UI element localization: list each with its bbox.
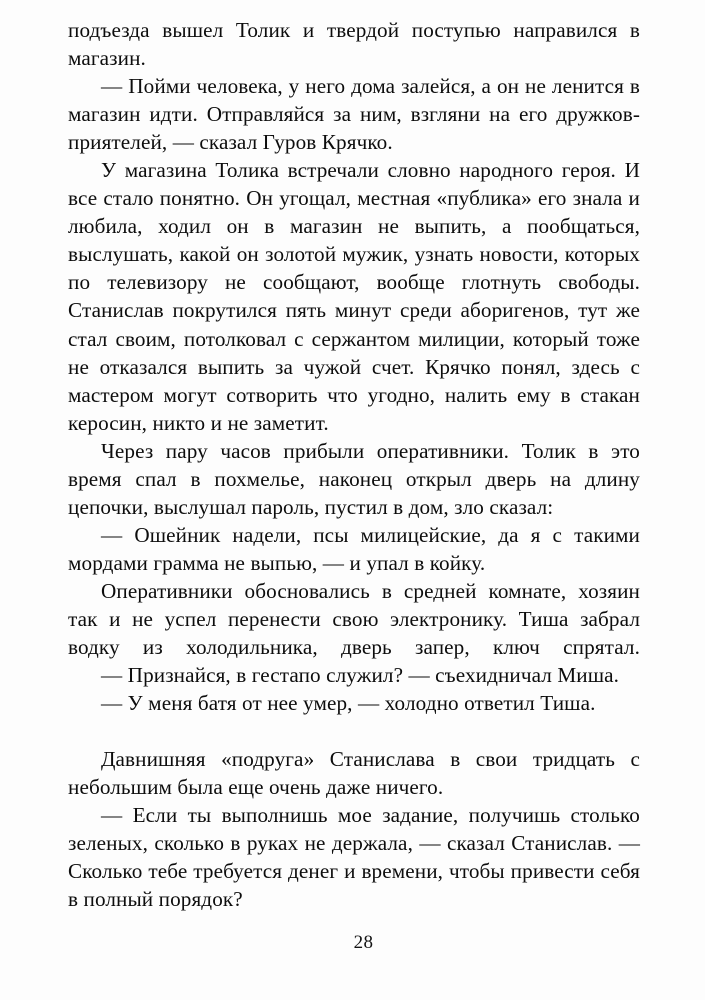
page-number: 28 — [353, 932, 374, 953]
paragraph-dialogue: — Ошейник надели, псы милицейские, да я с такими мордами грамма не выпью, — и упал в койку. — [68, 522, 640, 575]
page-text-column — [68, 16, 640, 913]
paragraph-body: Оперативники обосновались в средней комнате, хозяин так и не успел перенести свою электронику. Тиша забрал водку из холодильника, дверь запер, ключ спрятал. — [68, 578, 640, 660]
paragraph-body: У магазина Толика встречали словно народного героя. И все стало понятно. Он угощал, местная «публика» его знала и любила, ходил он в магазин не выпить, а пообщаться, выслушать, какой он золотой мужик, узнать новости, которых по телевизору не сообщают, вообще глотнуть свободы. Станислав покрутился пять минут среди аборигенов, тут же стал своим, потолковал с сержантом милиции, который тоже не отказался выпить за чужой счет. Крячко понял, здесь с мастером могут сотворить что угодно, налить ему в стакан керосин, никто и не заметит. — [68, 158, 640, 435]
paragraph-dialogue: — У меня батя от нее умер, — холодно ответил Тиша. — [101, 691, 596, 716]
paragraph-dialogue: — Если ты выполнишь мое задание, получишь столько зеленых, сколько в руках не держала, — сказал Станислав. — Сколько тебе требуется денег и времени, чтобы привести себя в полный порядок? — [68, 803, 640, 912]
paragraph-dialogue: — Пойми человека, у него дома залейся, а он не ленится в магазин идти. Отправляйся за ним, взгляни на его дружков-приятелей, — сказал Гуров Крячко. — [68, 74, 640, 155]
section-break — [68, 717, 640, 745]
paragraph-body: Через пару часов прибыли оперативники. Толик в это время спал в похмелье, наконец открыл дверь на длину цепочки, выслушал пароль, пустил в дом, зло сказал: — [68, 438, 640, 519]
paragraph-continued: подъезда вышел Толик и твердой поступью направился в магазин. — [68, 18, 640, 71]
paragraph-body: Давнишняя «подруга» Станислава в свои тридцать с небольшим была еще очень даже ничего. — [68, 747, 640, 800]
paragraph-dialogue: — Признайся, в гестапо служил? — съехидничал Миша. — [101, 663, 620, 688]
